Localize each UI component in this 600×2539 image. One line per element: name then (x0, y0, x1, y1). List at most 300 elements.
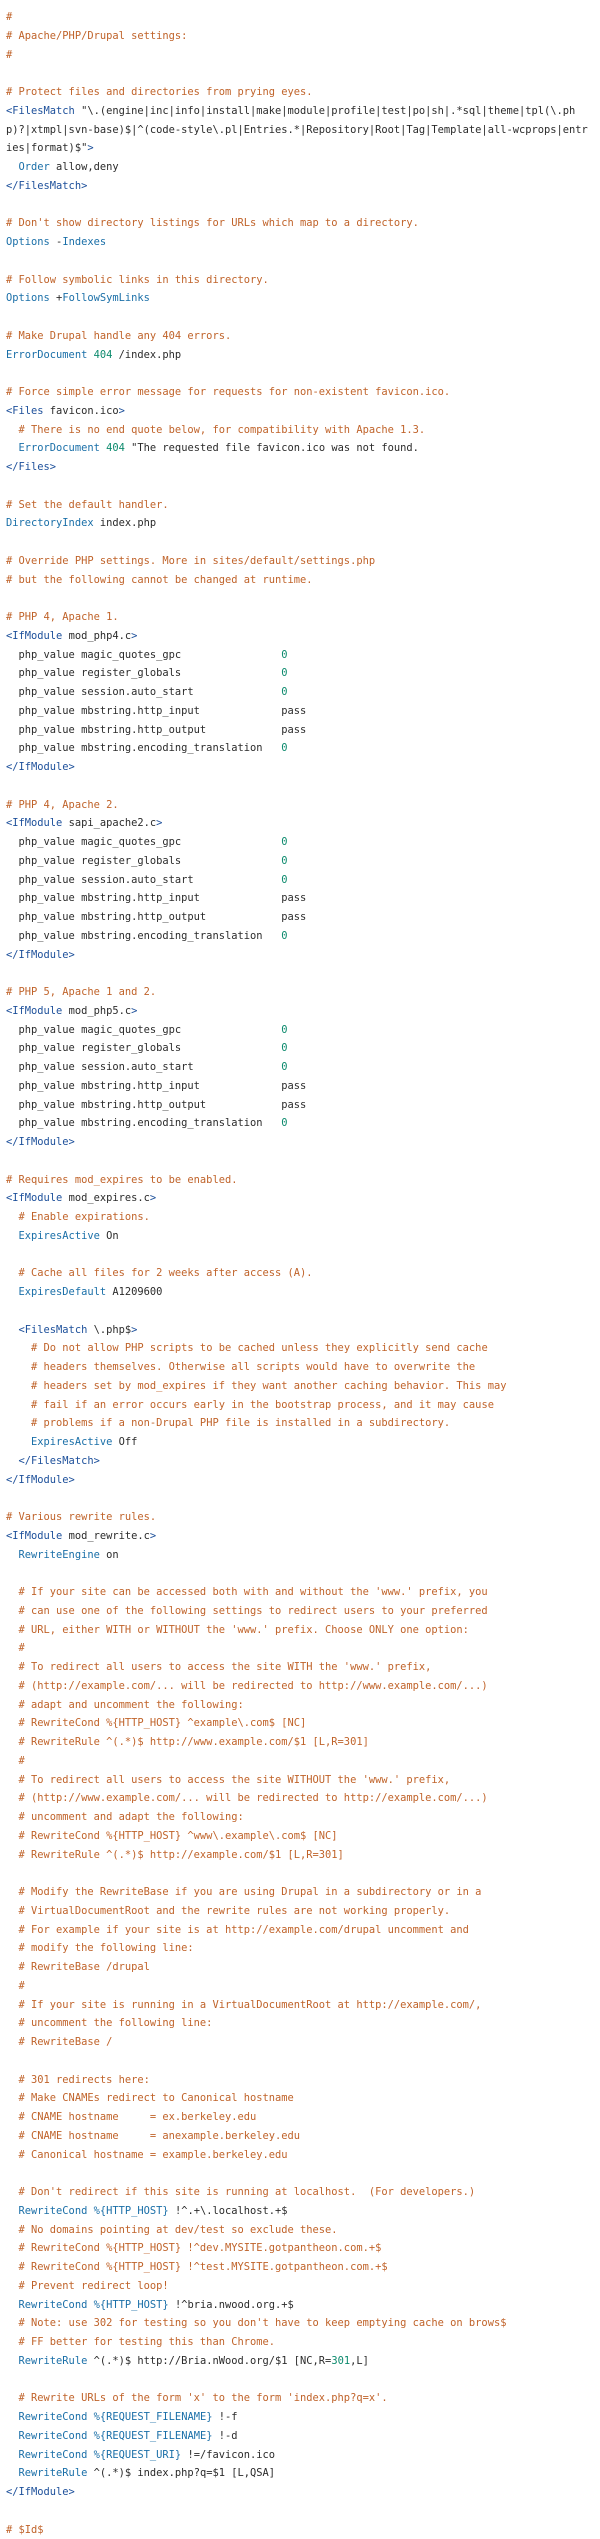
code-line (6, 1002, 594, 1021)
text-token: ,L] (350, 2355, 369, 2367)
tag-token: <FilesMatch (6, 105, 81, 117)
code-line (6, 683, 594, 702)
code-line (6, 1527, 594, 1546)
directive-token: DirectoryIndex (6, 517, 94, 529)
code-line (6, 1377, 594, 1396)
tag-token: <FilesMatch (19, 1324, 88, 1336)
code-line (6, 1583, 594, 1602)
text-token: php_value mbstring.http_output pass (6, 1099, 306, 1111)
number-token: 0 (281, 649, 287, 661)
text-token: - (50, 236, 63, 248)
comment-token: # Canonical hostname = example.berkeley.edu (6, 2149, 288, 2161)
text-token: php_value session.auto_start (6, 686, 281, 698)
code-line (6, 983, 594, 1002)
code-line (6, 1752, 594, 1771)
text-token: php_value register_globals (6, 667, 281, 679)
code-line (6, 946, 594, 965)
comment-token: # RewriteRule ^(.*)$ http://www.example.com/$1 [L,R=301] (6, 1736, 369, 1748)
comment-token: # If your site is running in a VirtualDocumentRoot at http://example.com/, (6, 1999, 481, 2011)
code-line (6, 1058, 594, 1077)
code-line (6, 2014, 594, 2033)
comment-token: # uncomment the following line: (6, 2017, 212, 2029)
code-line (6, 964, 594, 983)
directive-token: Options (6, 236, 50, 248)
tag-token: </FilesMatch> (6, 180, 87, 192)
code-line (6, 1639, 594, 1658)
comment-token: # RewriteCond %{HTTP_HOST} ^example\.com$ [NC] (6, 1717, 306, 1729)
text-token: index.php (94, 517, 157, 529)
directive-token: RewriteCond (19, 2449, 88, 2461)
text-token: mod_rewrite.c (62, 1530, 150, 1542)
code-line (6, 1246, 594, 1265)
comment-token: # Modify the RewriteBase if you are using Drupal in a subdirectory or in a (6, 1886, 481, 1898)
comment-token: # (http://example.com/... will be redirected to http://www.example.com/...) (6, 1680, 488, 1692)
text-token: php_value magic_quotes_gpc (6, 649, 281, 661)
directive-token: Options (6, 292, 50, 304)
comment-token: # Don't show directory listings for URLs which map to a directory. (6, 217, 419, 229)
comment-token: # (6, 11, 12, 23)
comment-token: # can use one of the following settings to redirect users to your preferred (6, 1605, 488, 1617)
text-token: !^.+\.localhost.+$ (169, 2205, 288, 2217)
code-line (6, 721, 594, 740)
directive-token: ExpiresDefault (19, 1286, 107, 1298)
text-token (6, 1549, 19, 1561)
comment-token: # (6, 1980, 25, 1992)
comment-token: # PHP 4, Apache 1. (6, 611, 119, 623)
comment-token: # FF better for testing this than Chrome. (6, 2336, 275, 2348)
code-line (6, 1396, 594, 1415)
code-line (6, 196, 594, 215)
code-line (6, 1471, 594, 1490)
code-line (6, 664, 594, 683)
tag-token: > (131, 1005, 137, 1017)
code-line (6, 233, 594, 252)
code-line (6, 627, 594, 646)
code-line (6, 1096, 594, 1115)
code-line (6, 1489, 594, 1508)
comment-token: # To redirect all users to access the site WITH the 'www.' prefix, (6, 1661, 431, 1673)
text-token: sapi_apache2.c (62, 817, 156, 829)
code-line (6, 758, 594, 777)
number-token: 0 (281, 1024, 287, 1036)
code-line (6, 364, 594, 383)
text-token: \.php$ (87, 1324, 131, 1336)
code-line (6, 2258, 594, 2277)
number-token: 404 (106, 442, 125, 454)
comment-token: # adapt and uncomment the following: (6, 1699, 244, 1711)
tag-token: </IfModule> (6, 949, 75, 961)
text-token: "The requested file favicon.ico was not found. (125, 442, 419, 454)
code-line (6, 927, 594, 946)
code-line (6, 1564, 594, 1583)
directive-token: %{HTTP_HOST} (94, 2205, 169, 2217)
directive-token: %{HTTP_HOST} (94, 2299, 169, 2311)
text-token: php_value session.auto_start (6, 874, 281, 886)
text-token: !-d (212, 2430, 237, 2442)
number-token: 0 (281, 836, 287, 848)
code-line (6, 1114, 594, 1133)
comment-token: # Requires mod_expires to be enabled. (6, 1174, 237, 1186)
code-line (6, 46, 594, 65)
tag-token: </FilesMatch> (19, 1455, 100, 1467)
code-line (6, 102, 594, 158)
text-token: php_value mbstring.http_input pass (6, 892, 306, 904)
text-token (6, 1286, 19, 1298)
code-line (6, 1227, 594, 1246)
code-line (6, 739, 594, 758)
code-line (6, 2183, 594, 2202)
comment-token: # Prevent redirect loop! (6, 2280, 169, 2292)
code-line (6, 777, 594, 796)
comment-token: # Follow symbolic links in this directory. (6, 274, 269, 286)
code-line (6, 1077, 594, 1096)
text-token: /index.php (112, 349, 181, 361)
comment-token: # Set the default handler. (6, 499, 169, 511)
text-token (6, 2430, 19, 2442)
code-line (6, 421, 594, 440)
code-line (6, 252, 594, 271)
code-line (6, 83, 594, 102)
directive-token: ErrorDocument (19, 442, 100, 454)
comment-token: # RewriteBase /drupal (6, 1961, 150, 1973)
comment-token: # CNAME hostname = ex.berkeley.edu (6, 2111, 256, 2123)
tag-token: </IfModule> (6, 2486, 75, 2498)
code-line (6, 571, 594, 590)
code-line (6, 1546, 594, 1565)
text-token (6, 161, 19, 173)
tag-token: > (150, 1530, 156, 1542)
tag-token: > (150, 1192, 156, 1204)
code-line (6, 402, 594, 421)
code-line (6, 1602, 594, 1621)
code-line (6, 1452, 594, 1471)
directive-token: %{REQUEST_FILENAME} (94, 2411, 213, 2423)
comment-token: # CNAME hostname = anexample.berkeley.edu (6, 2130, 300, 2142)
comment-token: # If your site can be accessed both with and without the 'www.' prefix, you (6, 1586, 488, 1598)
text-token (6, 2355, 19, 2367)
code-line (6, 1902, 594, 1921)
text-token (6, 2449, 19, 2461)
code-line (6, 1152, 594, 1171)
number-token: 0 (281, 1117, 287, 1129)
code-line (6, 2089, 594, 2108)
text-token: php_value session.auto_start (6, 1061, 281, 1073)
directive-token: RewriteRule (19, 2467, 88, 2479)
code-line (6, 308, 594, 327)
comment-token: # problems if a non-Drupal PHP file is installed in a subdirectory. (6, 1417, 450, 1429)
code-line (6, 2464, 594, 2483)
directive-token: RewriteCond (19, 2430, 88, 2442)
directive-token: ExpiresActive (19, 1230, 100, 1242)
code-line (6, 496, 594, 515)
comment-token: # RewriteRule ^(.*)$ http://example.com/$1 [L,R=301] (6, 1849, 344, 1861)
directive-token: ExpiresActive (31, 1436, 112, 1448)
text-token: php_value mbstring.http_output pass (6, 911, 306, 923)
number-token: 0 (281, 930, 287, 942)
text-token: ^(.*)$ http://Bria.nWood.org/$1 [NC,R= (87, 2355, 331, 2367)
code-line (6, 1771, 594, 1790)
code-line (6, 1621, 594, 1640)
code-line (6, 1208, 594, 1227)
code-line (6, 2502, 594, 2521)
code-line (6, 1039, 594, 1058)
code-line (6, 1921, 594, 1940)
comment-token: # Enable expirations. (6, 1211, 150, 1223)
text-token: php_value mbstring.http_output pass (6, 724, 306, 736)
code-line (6, 2108, 594, 2127)
code-line (6, 889, 594, 908)
comment-token: # headers themselves. Otherwise all scripts would have to overwrite the (6, 1361, 475, 1373)
comment-token: # To redirect all users to access the site WITHOUT the 'www.' prefix, (6, 1774, 450, 1786)
code-line (6, 2202, 594, 2221)
code-line (6, 271, 594, 290)
text-token: allow,deny (50, 161, 119, 173)
code-line (6, 1864, 594, 1883)
comment-token: # (6, 1755, 25, 1767)
code-line (6, 2408, 594, 2427)
comment-token: # Don't redirect if this site is running at localhost. (For developers.) (6, 2186, 475, 2198)
text-token: mod_expires.c (62, 1192, 150, 1204)
code-line (6, 177, 594, 196)
code-line (6, 871, 594, 890)
code-line (6, 2052, 594, 2071)
tag-token: <IfModule (6, 1192, 62, 1204)
code-line (6, 2371, 594, 2390)
number-token: 0 (281, 742, 287, 754)
code-line (6, 2277, 594, 2296)
code-line (6, 1939, 594, 1958)
text-token: on (100, 1549, 119, 1561)
code-line (6, 1696, 594, 1715)
text-token (6, 1324, 19, 1336)
text-token: mod_php4.c (62, 630, 131, 642)
comment-token: # (6, 1642, 25, 1654)
code-line (6, 1021, 594, 1040)
tag-token: > (131, 1324, 137, 1336)
comment-token: # headers set by mod_expires if they want another caching behavior. This may (6, 1380, 506, 1392)
directive-token: RewriteCond (19, 2299, 88, 2311)
comment-token: # but the following cannot be changed at runtime. (6, 574, 313, 586)
directive-token: RewriteRule (19, 2355, 88, 2367)
code-line (6, 2333, 594, 2352)
text-token: mod_php5.c (62, 1005, 131, 1017)
code-line (6, 2483, 594, 2502)
tag-token: <IfModule (6, 630, 62, 642)
comment-token: # RewriteBase / (6, 2036, 112, 2048)
tag-token: > (131, 630, 137, 642)
code-line (6, 2164, 594, 2183)
text-token: php_value magic_quotes_gpc (6, 1024, 281, 1036)
text-token (6, 2205, 19, 2217)
tag-token: </IfModule> (6, 1136, 75, 1148)
text-token: !=/favicon.ico (181, 2449, 275, 2461)
text-token: + (50, 292, 63, 304)
code-line (6, 1789, 594, 1808)
number-token: 0 (281, 1061, 287, 1073)
comment-token: # 301 redirects here: (6, 2074, 150, 2086)
code-line (6, 1714, 594, 1733)
code-line (6, 2239, 594, 2258)
comment-token: # RewriteCond %{HTTP_HOST} !^test.MYSITE.gotpantheon.com.+$ (6, 2261, 388, 2273)
comment-token: # fail if an error occurs early in the bootstrap process, and it may cause (6, 1399, 494, 1411)
code-line (6, 1171, 594, 1190)
tag-token: </IfModule> (6, 761, 75, 773)
directive-token: Order (19, 161, 50, 173)
number-token: 0 (281, 686, 287, 698)
comment-token: # PHP 5, Apache 1 and 2. (6, 986, 156, 998)
code-line (6, 1733, 594, 1752)
code-line (6, 64, 594, 83)
code-line (6, 814, 594, 833)
code-line (6, 1358, 594, 1377)
comment-token: # $Id$ (6, 2524, 44, 2536)
code-line (6, 346, 594, 365)
comment-token: # VirtualDocumentRoot and the rewrite rules are not working properly. (6, 1905, 450, 1917)
code-line (6, 852, 594, 871)
code-line (6, 552, 594, 571)
code-line (6, 2352, 594, 2371)
code-line (6, 2033, 594, 2052)
text-token: On (100, 1230, 119, 1242)
code-line (6, 1321, 594, 1340)
string-token: "\.(engine|inc|info|install|make|module|profile|test|po|sh|.*sql|theme|tpl(\.php)?|xtmpl|svn-base)$|^(code-style\.pl|Entries.*|Repository|Root|Tag|Template|all-wcprops|entries|format)$" (6, 105, 588, 155)
tag-token: </Files> (6, 461, 56, 473)
comment-token: # Do not allow PHP scripts to be cached unless they explicitly send cache (6, 1342, 488, 1354)
code-line (6, 908, 594, 927)
code-line (6, 2127, 594, 2146)
tag-token: <Files (6, 405, 44, 417)
text-token: php_value mbstring.http_input pass (6, 705, 306, 717)
text-token: php_value mbstring.encoding_translation (6, 930, 281, 942)
number-token: 0 (281, 1042, 287, 1054)
code-line (6, 27, 594, 46)
text-token (6, 1230, 19, 1242)
tag-token: <IfModule (6, 1530, 62, 1542)
code-line (6, 2427, 594, 2446)
code-line (6, 2296, 594, 2315)
comment-token: # Override PHP settings. More in sites/default/settings.php (6, 555, 375, 567)
code-line (6, 439, 594, 458)
code-line (6, 833, 594, 852)
code-line (6, 796, 594, 815)
text-token: ^(.*)$ index.php?q=$1 [L,QSA] (87, 2467, 275, 2479)
comment-token: # (6, 49, 12, 61)
text-token (6, 442, 19, 454)
comment-token: # PHP 4, Apache 2. (6, 799, 119, 811)
code-line (6, 2146, 594, 2165)
code-line (6, 158, 594, 177)
tag-token: <IfModule (6, 817, 62, 829)
text-token: !^bria.nwood.org.+$ (169, 2299, 294, 2311)
code-line (6, 1339, 594, 1358)
code-line (6, 2521, 594, 2539)
directive-token: %{REQUEST_FILENAME} (94, 2430, 213, 2442)
text-token (6, 2411, 19, 2423)
comment-token: # (http://www.example.com/... will be redirected to http://example.com/...) (6, 1792, 488, 1804)
code-line (6, 1264, 594, 1283)
code-line (6, 383, 594, 402)
code-line (6, 1883, 594, 1902)
code-line (6, 1958, 594, 1977)
tag-token: > (87, 142, 93, 154)
number-token: 0 (281, 874, 287, 886)
code-line (6, 327, 594, 346)
text-token (6, 1436, 31, 1448)
directive-token: FollowSymLinks (62, 292, 150, 304)
code-line (6, 458, 594, 477)
text-token (6, 2467, 19, 2479)
comment-token: # uncomment and adapt the following: (6, 1811, 244, 1823)
text-token: php_value mbstring.http_input pass (6, 1080, 306, 1092)
text-token: php_value mbstring.encoding_translation (6, 742, 281, 754)
directive-token: RewriteEngine (19, 1549, 100, 1561)
code-line (6, 589, 594, 608)
code-line (6, 1827, 594, 1846)
code-line (6, 2314, 594, 2333)
comment-token: # There is no end quote below, for compatibility with Apache 1.3. (6, 424, 425, 436)
code-line (6, 514, 594, 533)
code-line (6, 702, 594, 721)
code-line (6, 533, 594, 552)
comment-token: # Various rewrite rules. (6, 1511, 156, 1523)
directive-token: RewriteCond (19, 2205, 88, 2217)
text-token (6, 2299, 19, 2311)
code-line (6, 8, 594, 27)
comment-token: # RewriteCond %{HTTP_HOST} ^www\.example\.com$ [NC] (6, 1830, 338, 1842)
comment-token: # Note: use 302 for testing so you don't have to keep emptying cache on brows$ (6, 2317, 506, 2329)
number-token: 301 (331, 2355, 350, 2367)
tag-token: <IfModule (6, 1005, 62, 1017)
code-line (6, 2446, 594, 2465)
code-line (6, 608, 594, 627)
comment-token: # modify the following line: (6, 1942, 194, 1954)
comment-token: # URL, either WITH or WITHOUT the 'www.' prefix. Choose ONLY one option: (6, 1624, 469, 1636)
tag-token: </IfModule> (6, 1474, 75, 1486)
code-line (6, 1302, 594, 1321)
code-line (6, 646, 594, 665)
text-token: php_value mbstring.encoding_translation (6, 1117, 281, 1129)
code-line (6, 2221, 594, 2240)
directive-token: ErrorDocument (6, 349, 87, 361)
code-line (6, 289, 594, 308)
number-token: 0 (281, 667, 287, 679)
number-token: 404 (94, 349, 113, 361)
code-line (6, 1996, 594, 2015)
code-line (6, 1508, 594, 1527)
comment-token: # Apache/PHP/Drupal settings: (6, 30, 187, 42)
directive-token: %{REQUEST_URI} (94, 2449, 182, 2461)
code-line (6, 1189, 594, 1208)
comment-token: # Rewrite URLs of the form 'x' to the form 'index.php?q=x'. (6, 2392, 388, 2404)
code-line (6, 1977, 594, 1996)
comment-token: # Make Drupal handle any 404 errors. (6, 330, 231, 342)
code-line (6, 1808, 594, 1827)
comment-token: # No domains pointing at dev/test so exclude these. (6, 2224, 338, 2236)
text-token: !-f (212, 2411, 237, 2423)
tag-token: > (156, 817, 162, 829)
code-line (6, 1658, 594, 1677)
code-line (6, 214, 594, 233)
text-token: php_value register_globals (6, 855, 281, 867)
comment-token: # For example if your site is at http://example.com/drupal uncomment and (6, 1924, 469, 1936)
code-line (6, 1846, 594, 1865)
number-token: 0 (281, 855, 287, 867)
code-line (6, 2389, 594, 2408)
text-token (6, 1455, 19, 1467)
text-token: php_value magic_quotes_gpc (6, 836, 281, 848)
code-line (6, 1414, 594, 1433)
code-line (6, 1283, 594, 1302)
